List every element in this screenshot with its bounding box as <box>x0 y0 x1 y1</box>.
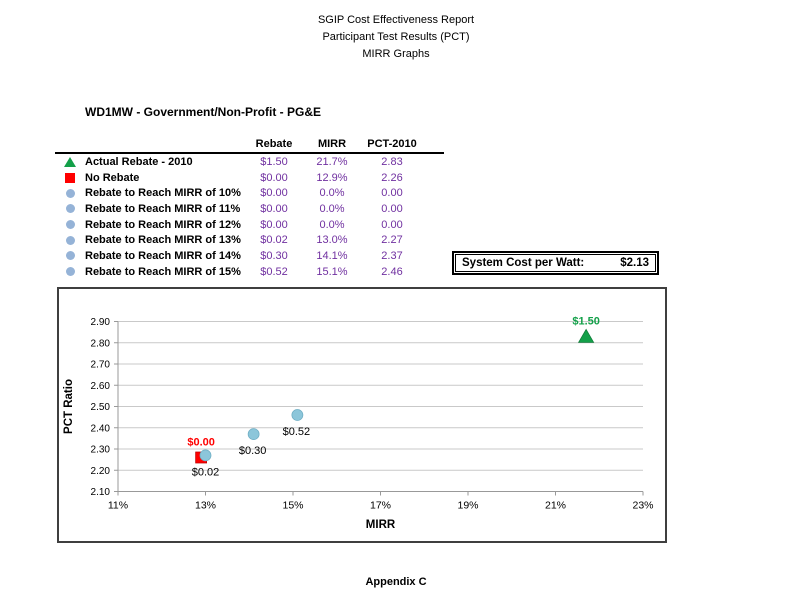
system-cost-value: $2.13 <box>620 257 649 269</box>
circle-marker-icon <box>55 220 85 229</box>
circle-marker-icon <box>55 204 85 213</box>
mirr-scatter-chart <box>57 287 667 543</box>
y-tick-label: 2.50 <box>90 402 110 413</box>
row-rebate-value: $0.00 <box>260 171 288 184</box>
report-title-block <box>0 12 792 63</box>
legend-table-body <box>55 154 444 280</box>
legend-table <box>55 130 444 280</box>
x-tick-label: 23% <box>632 499 654 512</box>
table-row <box>55 264 444 280</box>
table-row <box>55 170 444 186</box>
row-label: Rebate to Reach MIRR of 15% <box>85 265 241 278</box>
row-mirr-value: 0.0% <box>319 187 345 200</box>
circle-data-point <box>292 410 303 421</box>
table-row <box>55 154 444 170</box>
row-rebate-value: $0.00 <box>260 187 288 200</box>
table-row <box>55 185 444 201</box>
header-mirr: MIRR <box>317 138 347 150</box>
row-label: Rebate to Reach MIRR of 11% <box>85 202 241 215</box>
circle-marker-icon <box>55 267 85 276</box>
chart-canvas <box>59 289 665 541</box>
report-title-line-3: MIRR Graphs <box>362 48 430 60</box>
row-rebate-value: $0.00 <box>260 202 288 215</box>
x-tick-label: 19% <box>457 499 479 512</box>
circle-marker-icon <box>55 189 85 198</box>
row-pct-value: 2.83 <box>381 155 403 168</box>
data-point-label: $0.00 <box>187 436 215 449</box>
row-label: Rebate to Reach MIRR of 10% <box>85 187 241 200</box>
system-cost-inner <box>455 254 656 272</box>
circle-data-point <box>248 429 259 440</box>
row-pct-value: 2.27 <box>381 234 403 247</box>
table-row <box>55 232 444 248</box>
row-pct-value: 0.00 <box>381 187 403 200</box>
row-label: Actual Rebate - 2010 <box>85 155 193 168</box>
row-rebate-value: $0.30 <box>260 249 288 262</box>
y-tick-label: 2.60 <box>90 380 110 392</box>
y-axis-title: PCT Ratio <box>63 379 75 434</box>
circle-marker-icon <box>55 236 85 245</box>
header-pct-2010: PCT-2010 <box>367 138 417 150</box>
row-rebate-value: $0.00 <box>260 218 288 231</box>
x-tick-label: 11% <box>107 499 129 512</box>
row-mirr-value: 13.0% <box>316 234 348 247</box>
row-mirr-value: 12.9% <box>316 171 348 184</box>
data-point-label: $0.52 <box>282 426 311 438</box>
row-pct-value: 2.26 <box>381 171 403 184</box>
y-tick-label: 2.40 <box>90 423 110 435</box>
x-tick-label: 13% <box>194 499 217 512</box>
y-tick-label: 2.20 <box>90 465 110 477</box>
system-cost-box <box>452 251 659 275</box>
row-rebate-value: $1.50 <box>260 155 288 168</box>
triangle-marker-icon <box>55 157 85 167</box>
y-tick-label: 2.80 <box>90 338 110 350</box>
x-tick-label: 15% <box>282 499 304 512</box>
y-tick-label: 2.70 <box>90 359 110 371</box>
row-label: Rebate to Reach MIRR of 12% <box>85 218 241 231</box>
project-subtitle: WD1MW - Government/Non-Profit - PG&E <box>85 105 321 119</box>
x-axis-title: MIRR <box>365 519 396 531</box>
row-rebate-value: $0.52 <box>260 265 288 278</box>
data-point-label: $0.30 <box>238 445 267 458</box>
y-tick-label: 2.90 <box>90 317 110 328</box>
system-cost-label: System Cost per Watt: <box>462 257 585 269</box>
row-pct-value: 0.00 <box>381 202 403 215</box>
circle-marker-icon <box>55 251 85 260</box>
report-title-line-1: SGIP Cost Effectiveness Report <box>317 14 475 26</box>
row-mirr-value: 21.7% <box>316 155 348 168</box>
legend-table-header-row <box>55 130 444 154</box>
circle-data-point <box>200 450 211 461</box>
row-mirr-value: 0.0% <box>319 218 345 231</box>
row-rebate-value: $0.02 <box>260 234 288 247</box>
row-mirr-value: 15.1% <box>316 265 348 278</box>
square-marker-icon <box>55 173 85 183</box>
row-label: Rebate to Reach MIRR of 14% <box>85 249 241 262</box>
table-row <box>55 201 444 217</box>
data-point-label: $0.02 <box>191 466 220 479</box>
x-tick-label: 17% <box>369 499 392 512</box>
table-row <box>55 217 444 233</box>
row-pct-value: 2.46 <box>381 265 403 278</box>
y-tick-label: 2.10 <box>90 487 110 498</box>
row-label: No Rebate <box>85 171 140 184</box>
header-rebate: Rebate <box>255 138 293 150</box>
report-title-line-2: Participant Test Results (PCT) <box>322 31 470 43</box>
row-mirr-value: 0.0% <box>319 202 345 215</box>
appendix-footer: Appendix C <box>365 576 427 588</box>
row-mirr-value: 14.1% <box>316 249 348 262</box>
data-point-label: $1.50 <box>572 315 600 328</box>
row-pct-value: 0.00 <box>381 218 403 231</box>
table-row <box>55 248 444 264</box>
x-tick-label: 21% <box>544 499 567 512</box>
y-tick-label: 2.30 <box>90 444 110 456</box>
triangle-data-point <box>579 329 594 342</box>
row-label: Rebate to Reach MIRR of 13% <box>85 234 241 247</box>
row-pct-value: 2.37 <box>381 249 403 262</box>
